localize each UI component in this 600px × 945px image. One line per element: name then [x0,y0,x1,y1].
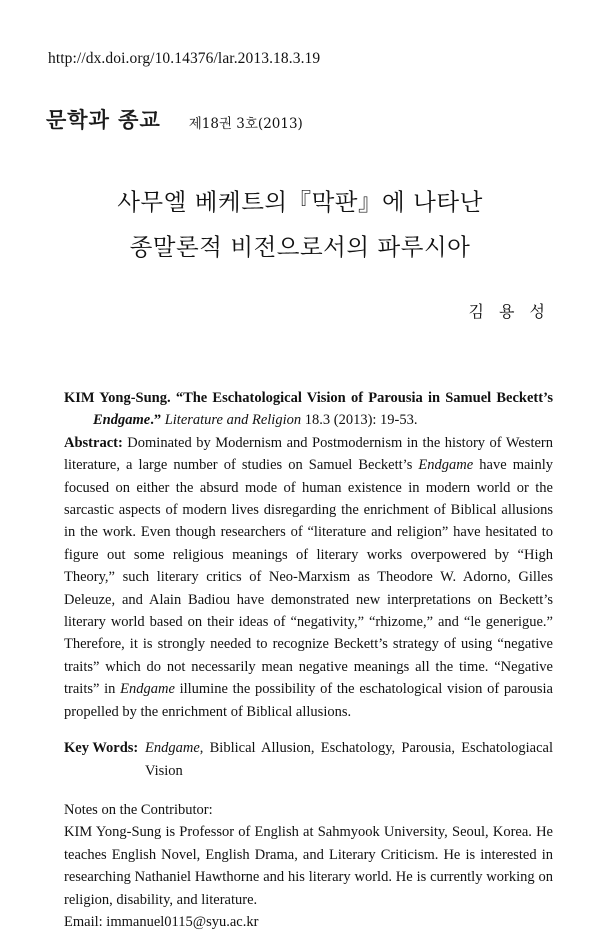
email-line [64,911,553,933]
notes-body: KIM Yong-Sung is Professor of English at Sahmyook University, Seoul, Korea. He teaches English Novel, English Drama, and Literary Criticism. He is interested in researching Nathaniel Hawthorne and his literary world. He is currently working on religion, disability, and literature. [64,824,553,908]
citation-line-1 [64,387,553,409]
article-title [0,180,600,270]
citation-details: 18.3 (2013): 19-53. [301,412,418,429]
abstract-text-3: illumine the possibility of the eschatological vision of parousia propelled by the enrichment of Biblical allusions. [64,681,553,720]
keyword-italic: Endgame [145,740,200,757]
email-address[interactable]: immanuel0115@syu.ac.kr [106,913,259,930]
abstract-section [64,387,553,933]
email-label: Email: [64,913,103,930]
abstract-label: Abstract: [64,434,123,451]
abstract-paragraph [64,432,553,723]
abstract-italic-2: Endgame [120,681,175,698]
abstract-text-2: have mainly focused on either the absurd mode of human existence in modern world or the sarcastic aspects of modern lives disregarding the enrichment of Biblical allusions in the work. Even though researchers of “literature and religion” have hesitated to figure out some religious meanings of literary works overpowered by “High Theory,” such literary critics of Neo-Marxism as Theodore W. Adorno, Gilles Deleuze, and Alain Badiou have demonstrated new interpretations on Beckett’s literary world based on their ideas of “negativity,” “rhizome,” and “le generigue.” Therefore, it is strongly needed to recognize Beckett’s strategy of using “negative traits” which do not necessarily mean negative meanings all the time. “Negative traits” in [64,457,553,698]
citation-line-2 [64,409,553,431]
keywords-list [145,737,553,782]
doi-link[interactable]: http://dx.doi.org/10.14376/lar.2013.18.3.19 [48,50,321,67]
abstract-text-1: Dominated by Modernism and Postmodernism in the history of Western literature, a large number of studies on Samuel Beckett’s [64,434,553,474]
keywords-label: Key Words: [64,740,139,757]
abstract-italic-1: Endgame [418,457,474,474]
journal-logo: 문학과 종교 [46,108,161,132]
notes-heading: Notes on the Contributor: [64,801,213,818]
title-line-1: 사무엘 베케트의『막판』에 나타난 [117,188,483,216]
citation-author: KIM Yong-Sung. [64,390,171,406]
title-line-2: 종말론적 비전으로서의 파루시아 [129,233,471,261]
journal-issue: 제18권 3호(2013) [188,116,303,132]
journal-header [46,104,303,134]
citation-title-italic: Endgame [93,412,151,429]
contributor-notes [64,799,553,933]
citation-title-end: .” [150,412,162,429]
citation [64,387,553,432]
keywords [64,737,553,782]
author-name: 김 용 성 [468,302,550,321]
citation-title: “The Eschatological Vision of Parousia in Samuel Beckett’s [175,390,553,406]
citation-journal: Literature and Religion [164,412,302,429]
keywords-rest: , Biblical Allusion, Eschatology, Parousia, Eschatologiacal Vision [145,740,553,779]
